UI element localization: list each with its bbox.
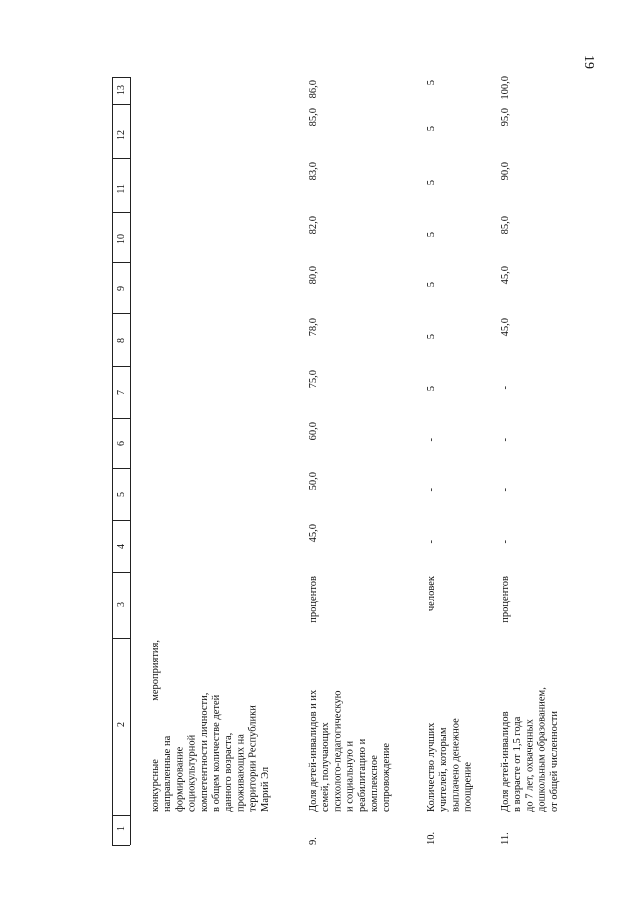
row-9-col12: 85,0 bbox=[308, 108, 319, 127]
row-9-description: Доля детей-инвалидов и их семей, получающих психолого-педагогическую и социальную и реабилитацию и комплексное сопровождение bbox=[308, 689, 393, 812]
row-9-number: 9. bbox=[308, 837, 319, 845]
row-11-col10: 85,0 bbox=[500, 216, 511, 235]
col-9-label: 9 bbox=[116, 286, 127, 291]
table-border-left bbox=[112, 77, 113, 845]
col-7-label: 7 bbox=[116, 390, 127, 395]
row-11-col6: - bbox=[500, 438, 511, 442]
row-10-number: 10. bbox=[426, 831, 437, 845]
row-9-col4: 45,0 bbox=[308, 524, 319, 543]
col-11-label: 11 bbox=[116, 184, 127, 194]
row-11-col7: - bbox=[500, 386, 511, 390]
row-11-col11: 90,0 bbox=[500, 162, 511, 181]
row-10-col10: 5 bbox=[426, 232, 437, 238]
row-10-col9: 5 bbox=[426, 282, 437, 288]
row-11-col5: - bbox=[500, 488, 511, 492]
row-10-col4: - bbox=[426, 540, 437, 544]
row-9-col10: 82,0 bbox=[308, 216, 319, 235]
row-10-description: Количество лучших учителей, которым выплачено денежное поощрение bbox=[426, 718, 474, 812]
header-row-border bbox=[130, 77, 131, 845]
row-11-col4: - bbox=[500, 540, 511, 544]
col-3-label: 3 bbox=[116, 602, 127, 607]
row-10-col7: 5 bbox=[426, 386, 437, 392]
col-10-label: 10 bbox=[116, 234, 127, 244]
row-9-col8: 78,0 bbox=[308, 318, 319, 337]
row-11-description: Доля детей-инвалидов в возрасте от 1,5 года до 7 лет, охваченных дошкольным образованием, от общей численности bbox=[500, 687, 560, 812]
col-13-label: 13 bbox=[116, 85, 127, 95]
row-11-unit: процентов bbox=[500, 576, 511, 623]
row-9-col6: 60,0 bbox=[308, 422, 319, 441]
row-9-col13: 86,0 bbox=[308, 80, 319, 99]
row-9-col9: 80,0 bbox=[308, 266, 319, 285]
col-6-label: 6 bbox=[116, 441, 127, 446]
row-10-unit: человек bbox=[426, 576, 437, 612]
row-11-col9: 45,0 bbox=[500, 266, 511, 285]
row-continuation-description: конкурсные мероприятия, направленные на формирование социокультурной компетентности личности, в общем количестве детей данного возраста, проживающих на территории Республики Марий Эл bbox=[150, 640, 271, 812]
row-10-col5: - bbox=[426, 488, 437, 492]
row-9-col7: 75,0 bbox=[308, 370, 319, 389]
row-11-col12: 95,0 bbox=[500, 108, 511, 127]
row-9-unit: процентов bbox=[308, 576, 319, 623]
col-5-label: 5 bbox=[116, 492, 127, 497]
row-10-col13: 5 bbox=[426, 80, 437, 86]
row-9-col11: 83,0 bbox=[308, 162, 319, 181]
col-1-label: 1 bbox=[116, 826, 127, 831]
row-11-col13: 100,0 bbox=[500, 76, 511, 100]
row-10-col11: 5 bbox=[426, 180, 437, 186]
col-8-label: 8 bbox=[116, 338, 127, 343]
page-number: 19 bbox=[581, 55, 596, 69]
row-9-col5: 50,0 bbox=[308, 472, 319, 491]
row-11-number: 11. bbox=[500, 832, 511, 845]
row-10-col12: 5 bbox=[426, 126, 437, 132]
row-11-col8: 45,0 bbox=[500, 318, 511, 337]
col-2-label: 2 bbox=[116, 722, 127, 727]
row-10-col8: 5 bbox=[426, 334, 437, 340]
col-4-label: 4 bbox=[116, 544, 127, 549]
col-12-label: 12 bbox=[116, 130, 127, 140]
row-10-col6: - bbox=[426, 438, 437, 442]
